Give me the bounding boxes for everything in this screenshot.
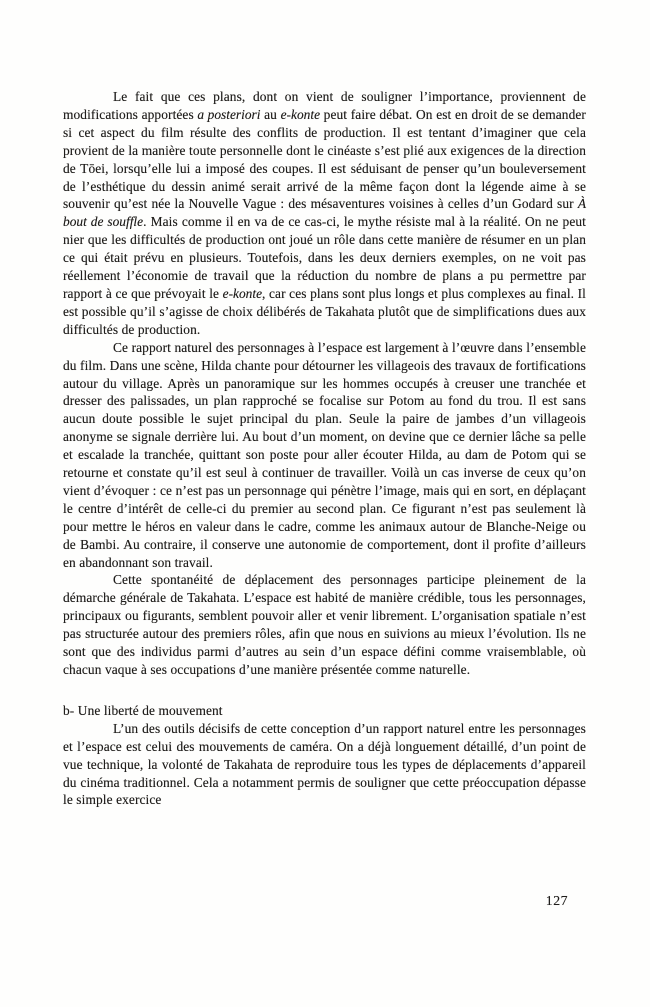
text-column (63, 88, 586, 809)
text-segment: L’un des outils décisifs de cette conception d’un rapport naturel entre les personnages et l’espace est celui des mouvements de caméra. On a déjà longuement détaillé, d’un point de vue technique, la volonté de Takahata de reproduire tous les types de déplacements d’appareil du cinéma traditionnel. Cela a notamment permis de souligner que cette préoccupation dépasse le simple exercice (63, 720, 586, 808)
text-segment: . Mais comme il en va de ce cas-ci, le mythe résiste mal à la réalité. On ne peut nier que les difficultés de production ont joué un rôle dans cette manière de résumer en un plan ce qui était prévu en plusieurs. Toutefois, dans les deux derniers exemples, on ne voit pas réellement l’économie de travail que la réduction du nombre de plans a pu permettre par rapport à ce que prévoyait le (63, 214, 586, 301)
italic-text-segment: À bout de souffle (63, 196, 586, 230)
text-segment: Ce rapport naturel des personnages à l’espace est largement à l’œuvre dans l’ensemble du film. Dans une scène, Hilda chante pour détourner les villageois des travaux de fortifications autour du village. Après un panoramique sur les hommes occupés à creuser une tranchée et dresser des palissades, un plan rapproché se focalise sur Potom au fond du trou. Il est sans aucun doute possible le sujet principal du plan. Seule la paire de jambes d’un villageois anonyme se signale derrière lui. Au bout d’un moment, on devine que ce dernier lâche sa pelle et escalade la tranchée, quittant son poste pour aller écouter Hilda, au dam de Potom qui se retourne et constate qu’il est seul à continuer de travailler. Voilà un cas inverse de ceux qu’on vient d’évoquer : ce n’est pas un personnage qui pénètre l’image, mais qui en sort, en déplaçant le centre d’intérêt de celle-ci du premier au second plan. Ce figurant n’est pas seulement là pour mettre le héros en valeur dans le cadre, comme les animaux autour de Blanche-Neige ou de Bambi. Au contraire, il conserve une autonomie de comportement, dont il profite d’ailleurs en abandonnant son travail. (63, 339, 586, 570)
text-segment: , car ces plans sont plus longs et plus complexes au final. Il est possible qu’il s’agisse de choix délibérés de Takahata plutôt que de simplifications dues aux difficultés de production. (63, 285, 587, 337)
body-paragraph (63, 571, 586, 678)
body-paragraph (63, 88, 586, 339)
text-segment: Le fait que ces plans, dont on vient de souligner l’importance, proviennent de modifications apportées (63, 89, 586, 122)
body-paragraph (63, 339, 586, 572)
page-number: 127 (545, 893, 568, 908)
body-paragraph (63, 720, 586, 810)
text-segment: b- Une liberté de mouvement (63, 702, 223, 718)
italic-text-segment: e-konte (280, 106, 321, 122)
text-segment: peut faire débat. On est en droit de se demander si cet aspect du film résulte des conflits de production. Il est tentant d’imaginer que cela provient de la manière toute personnelle dont le cinéaste s’est plié aux exigences de la direction de Tōei, lorsqu’elle lui a imposé des coupes. Il est séduisant de penser qu’un bouleversement de l’esthétique du dessin animé serait arrivé de la même façon dont la légende aime à se souvenir qu’est née la Nouvelle Vague : des mésaventures voisines à celles d’un Godard sur (63, 106, 586, 212)
text-segment: au (260, 106, 281, 122)
text-segment: Cette spontanéité de déplacement des personnages participe pleinement de la démarche générale de Takahata. L’espace est habité de manière crédible, tous les personnages, principaux ou figurants, semblent pouvoir aller et venir librement. L’organisation spatiale n’est pas structurée autour des premiers rôles, afin que nous en suivions au mieux l’évolution. Ils ne sont que des individus parmi d’autres au sein d’un espace défini comme vraisemblable, où chacun vaque à ses occupations d’une manière présentée comme naturelle. (63, 572, 586, 677)
italic-text-segment: a posteriori (197, 106, 261, 122)
italic-text-segment: e-konte (222, 285, 263, 301)
section-heading (63, 702, 586, 720)
